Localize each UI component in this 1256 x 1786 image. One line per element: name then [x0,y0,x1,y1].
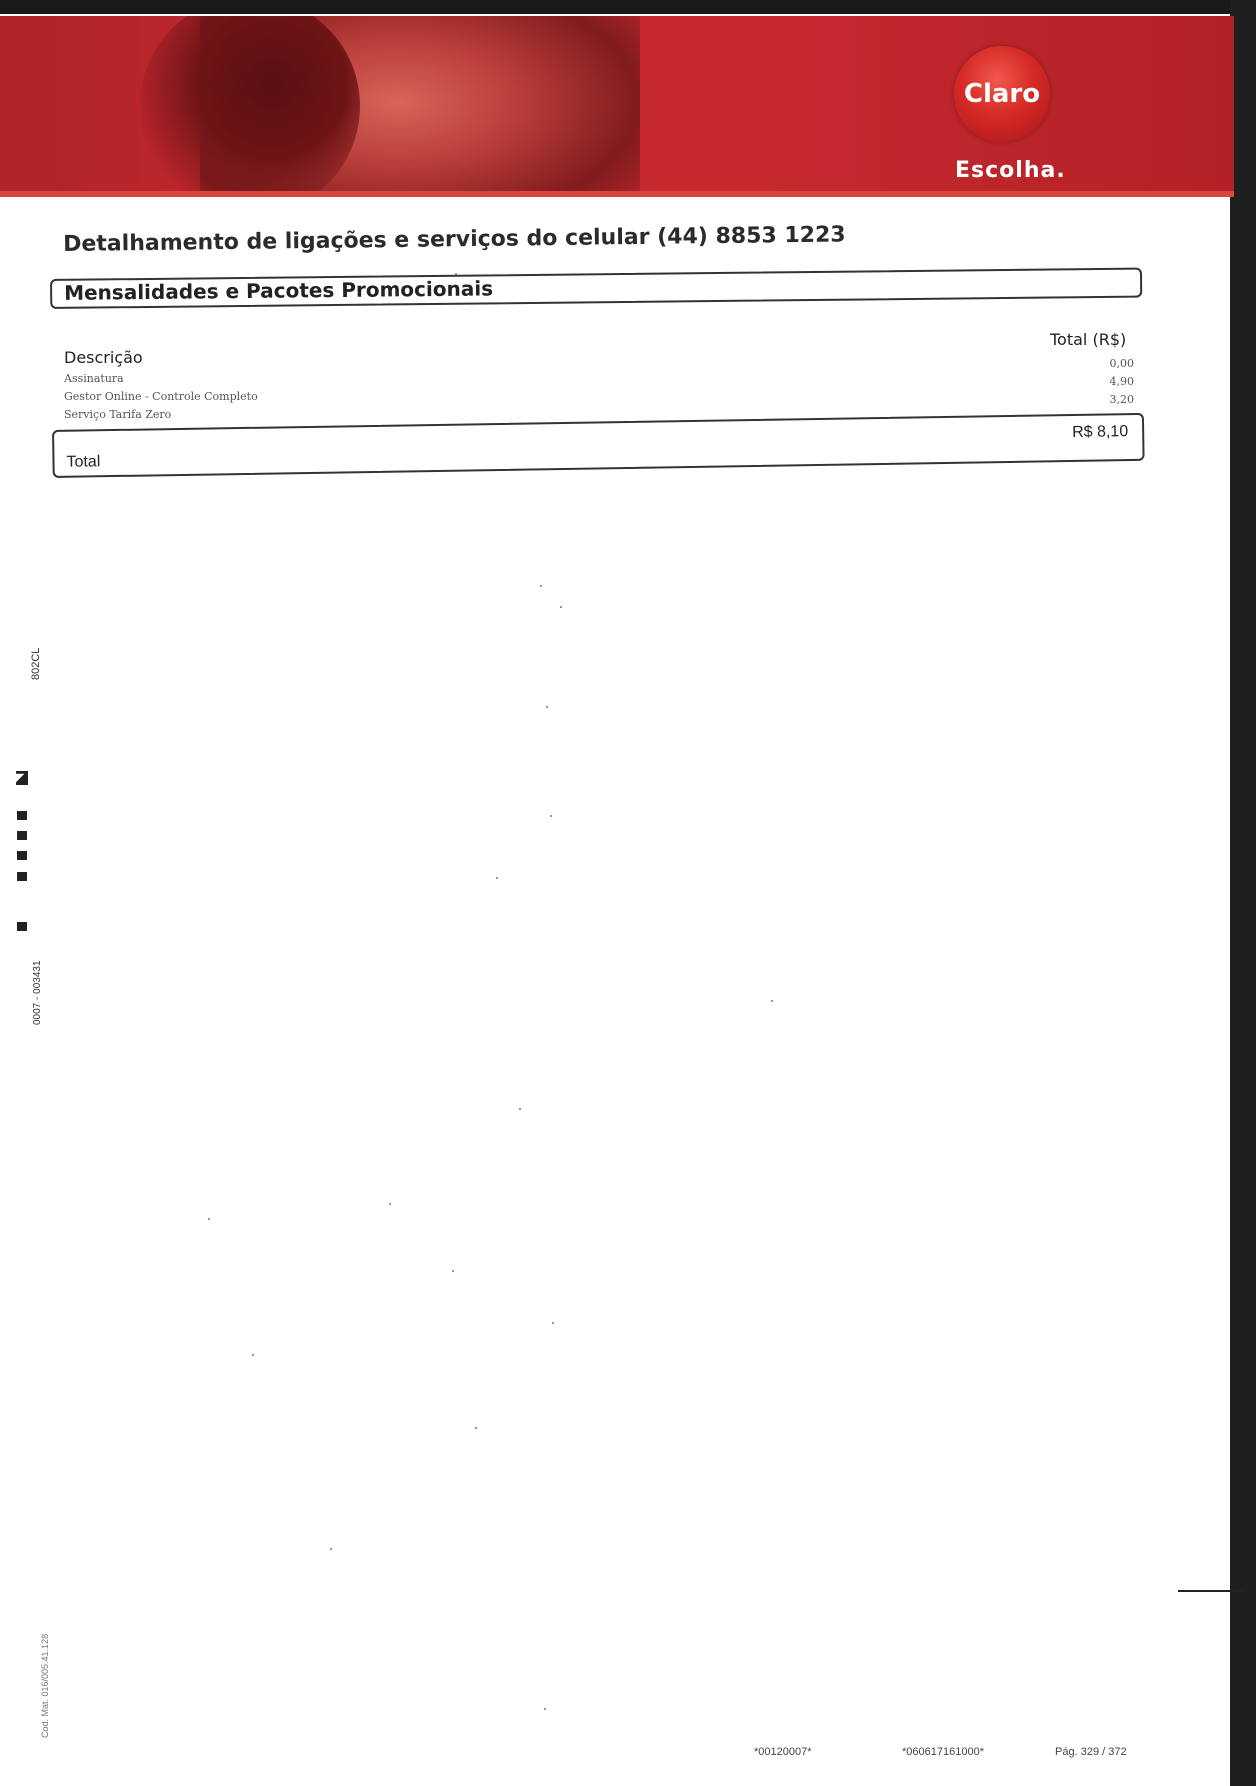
claro-logo [954,46,1050,142]
page-separator: / [1102,1746,1106,1758]
total-value: R$ 8,10 [1071,423,1129,441]
total-label: Total [66,453,101,471]
scan-speck [389,1203,391,1205]
scan-speck [544,1708,546,1710]
footer-barcode-2: *060617161000* [902,1746,984,1758]
scan-speck [771,1000,773,1002]
page-current: 329 [1080,1746,1100,1758]
registration-mark [17,831,27,840]
scan-speck [475,1427,477,1429]
scan-speck [519,1108,521,1110]
material-code: Cod. Mat. 016/005.41.128 [40,1633,50,1738]
scan-speck [540,585,542,587]
side-number: 0007 - 003431 [32,960,43,1025]
header-banner [0,16,1234,197]
item-value: 3,20 [1109,393,1134,406]
scan-speck [560,606,562,608]
scan-speck [452,1270,454,1272]
brand-slogan: Escolha. [955,158,1066,183]
banner-photo-shadow [140,16,360,197]
footer-barcode-1: *00120007* [754,1746,812,1758]
scan-speck [455,273,457,275]
scan-speck [330,1548,332,1550]
item-label: Serviço Tarifa Zero [64,408,172,421]
item-value: 0,00 [1109,357,1134,370]
scan-border-right [1230,0,1256,1786]
column-header-total: Total (R$) [1050,330,1127,349]
page-title: Detalhamento de ligações e serviços do celular (44) 8853 1223 [63,222,846,257]
scan-speck [252,1354,254,1356]
page-total: 372 [1108,1746,1127,1758]
registration-mark [17,811,27,820]
page-number [1055,1746,1127,1758]
column-header-description: Descrição [64,348,143,367]
section-title: Mensalidades e Pacotes Promocionais [64,276,494,305]
scan-speck [496,877,498,879]
page-label: Pág. [1055,1746,1078,1758]
scan-speck [550,815,552,817]
side-code: 802CL [30,647,42,680]
scan-speck [208,1218,210,1220]
item-value: 4,90 [1109,375,1134,388]
brand-name: Claro [963,79,1041,109]
registration-mark [17,872,27,881]
scan-border-top [0,0,1256,14]
registration-mark [17,851,27,860]
item-label: Assinatura [64,372,124,385]
registration-mark [17,922,27,931]
scan-speck [552,1322,554,1324]
margin-rule [1178,1590,1244,1592]
item-label: Gestor Online - Controle Completo [64,390,258,403]
scan-speck [546,706,548,708]
